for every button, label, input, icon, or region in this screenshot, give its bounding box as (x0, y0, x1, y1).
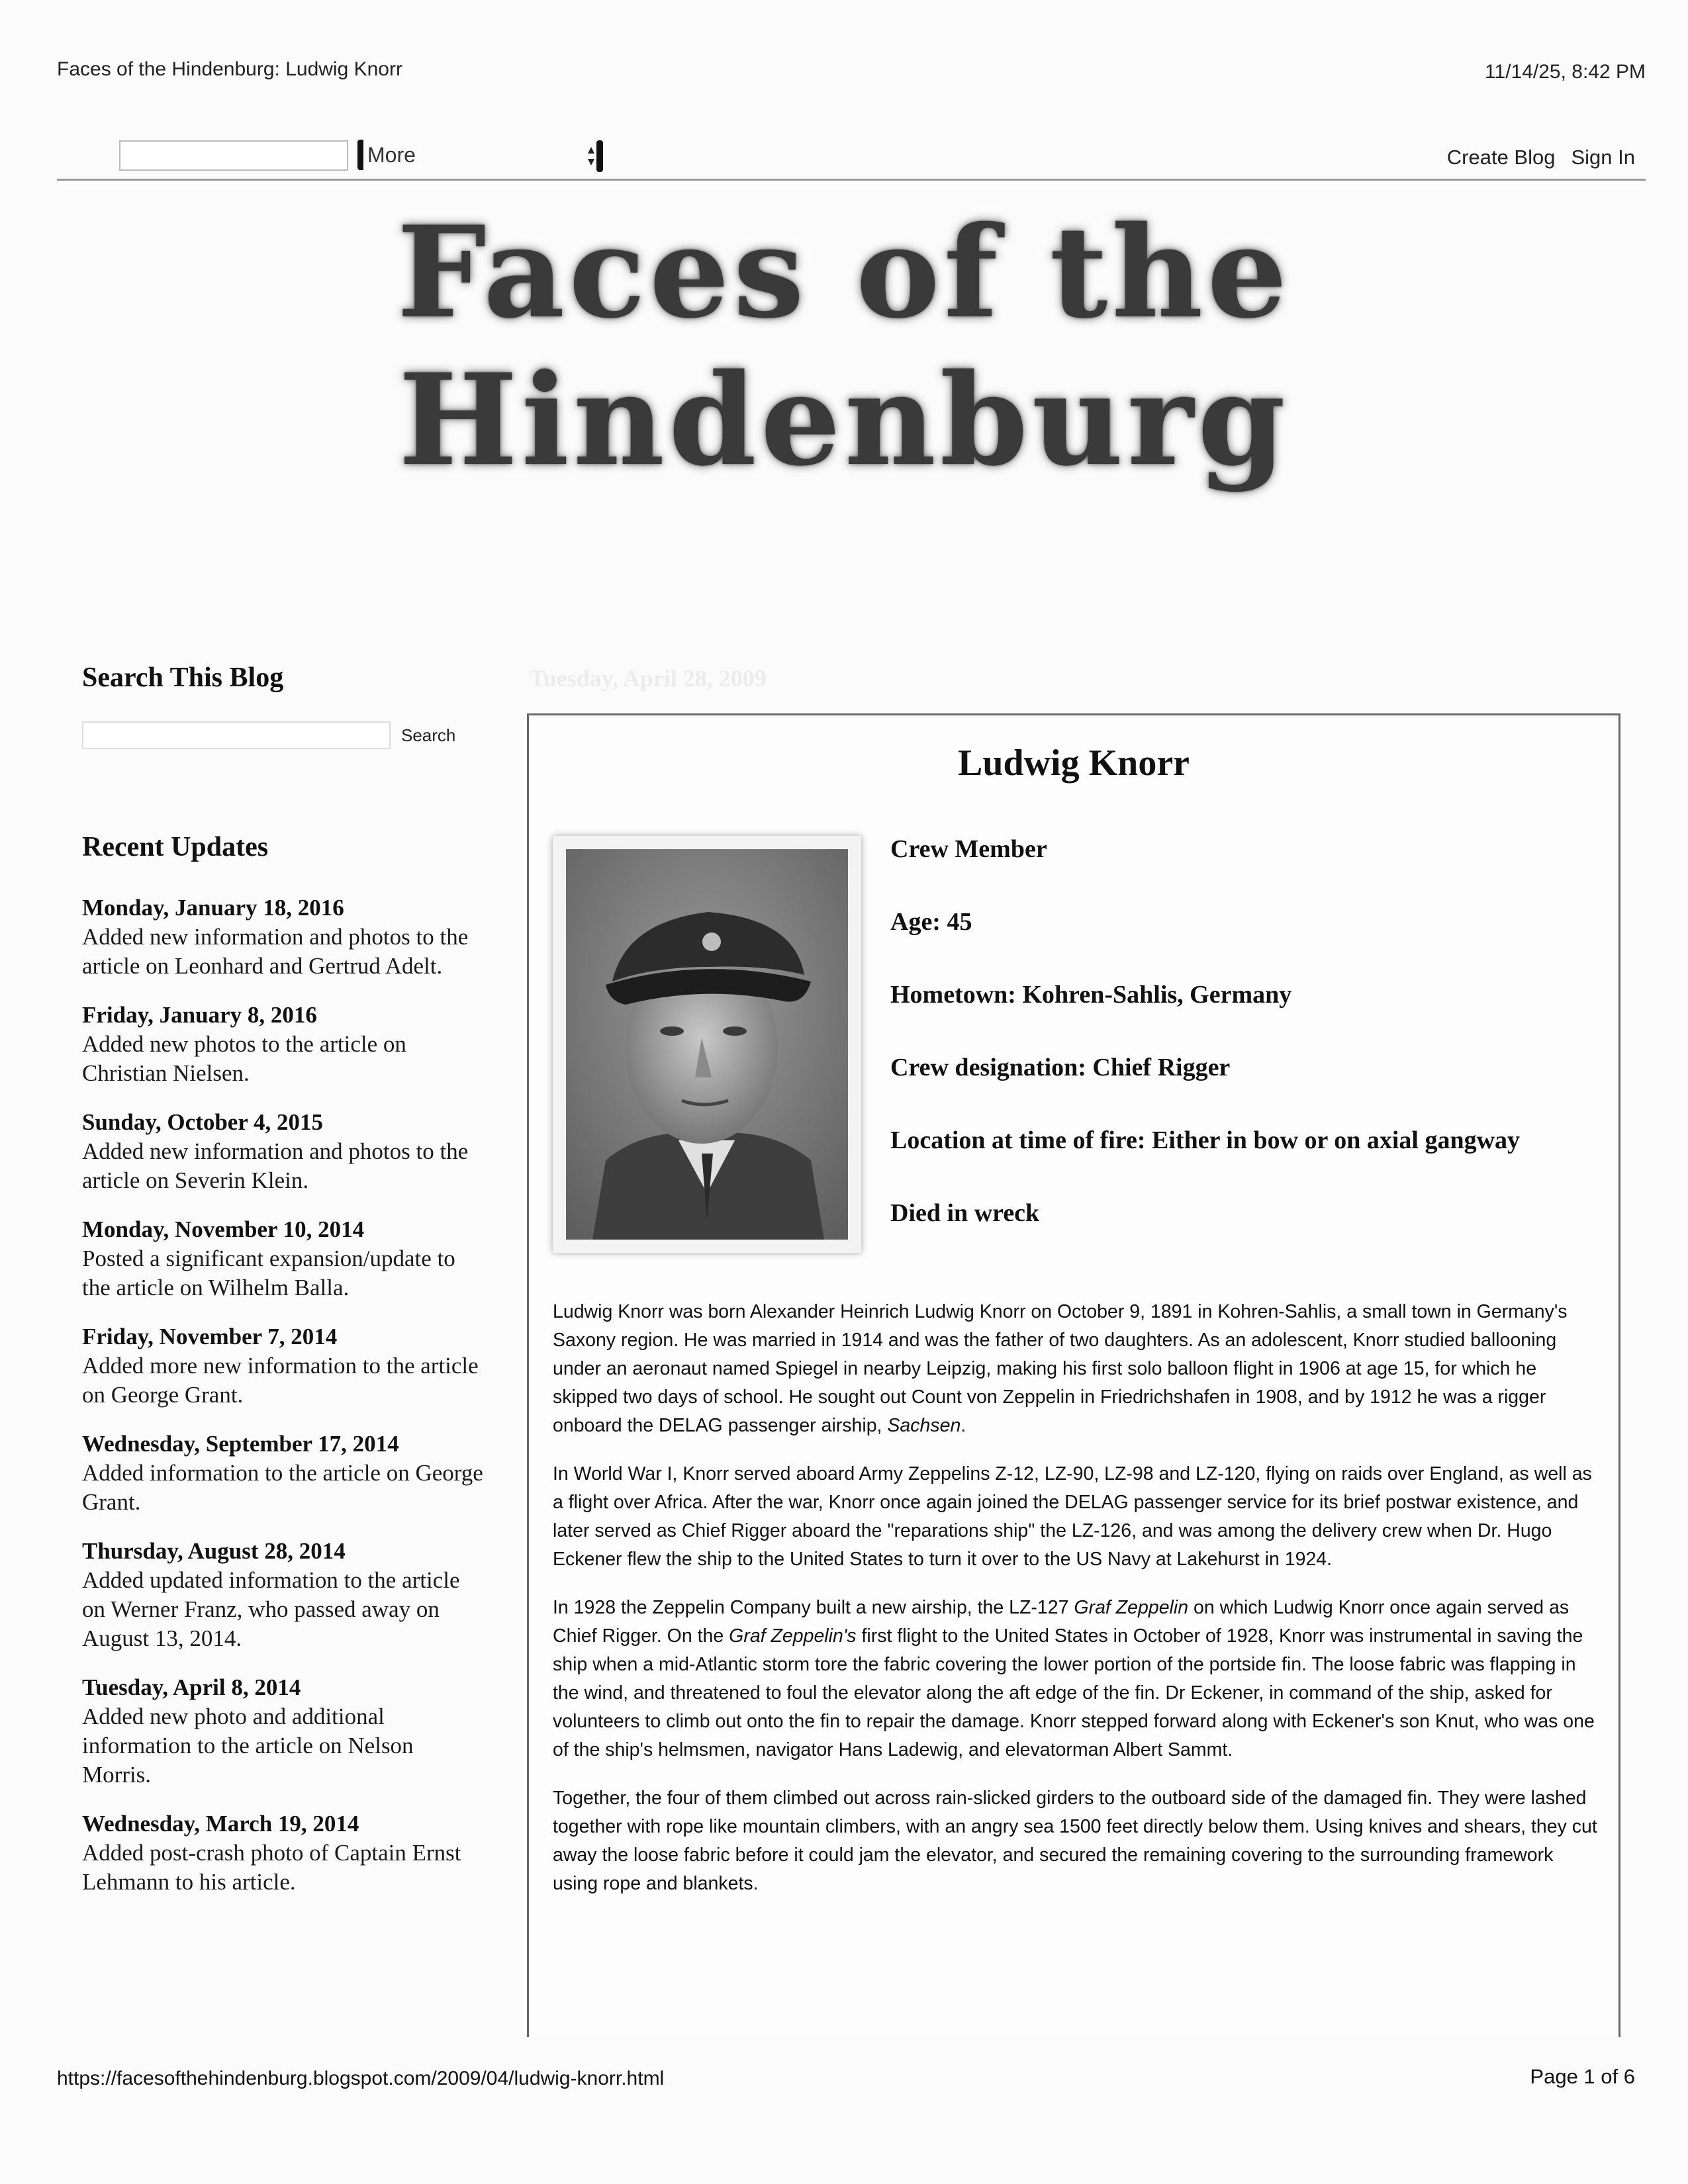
update-item (82, 1809, 486, 1897)
update-item (82, 893, 486, 981)
paragraph-4: Together, the four of them climbed out across rain-slicked girders to the outboard side of the damaged fin. They were lashed together with rope like mountain climbers, with an angry sea 1500 feet directly below them. Using knives and shears, they cut away the loose fabric before it could jam the elevator, and secured the remaining covering to the surrounding framework using rope and blankets. (553, 1788, 1597, 1894)
blog-banner-title[interactable]: Faces of the Hindenburg (397, 199, 1291, 494)
fact-hometown: Hometown: Kohren-Sahlis, Germany (890, 981, 1292, 1009)
post-body (553, 1298, 1599, 1918)
update-text[interactable]: Added updated information to the article on Werner Franz, who passed away on August 13, 2014. (82, 1567, 460, 1651)
ship-name: Sachsen (887, 1415, 961, 1436)
update-date: Thursday, August 28, 2014 (82, 1538, 346, 1564)
paragraph-text: Ludwig Knorr was born Alexander Heinrich Ludwig Knorr on October 9, 1891 in Kohren-Sahlis, a small town in Germany's Saxony region. He was married in 1914 and was the father of two daughters. As an adolescent, Knorr studied ballooning under an aeronaut named Spiegel in nearby Leipzig, making his first solo balloon flight in 1906 at age 15, for which he skipped two days of school. He sought out Count von Zeppelin in Friedrichshafen in 1908, and by 1912 he was a rigger onboard the DELAG passenger airship, (553, 1301, 1568, 1436)
post-title[interactable]: Ludwig Knorr (957, 743, 1190, 784)
paragraph-1 (553, 1298, 1599, 1440)
update-text[interactable]: Added new information and photos to the article on Severin Klein. (82, 1138, 469, 1193)
navbar-divider (57, 179, 1646, 181)
update-text[interactable]: Added post-crash photo of Captain Ernst Lehmann to his article. (82, 1840, 461, 1895)
recent-updates-list (82, 893, 486, 1917)
paragraph-text: . (961, 1415, 966, 1436)
paragraph-text: on which Ludwig Knorr once again served as Chief Rigger. On the (553, 1597, 1570, 1647)
blog-search-input[interactable] (82, 721, 391, 749)
fact-fate: Died in wreck (890, 1199, 1040, 1227)
sign-in-link[interactable]: Sign In (1571, 146, 1635, 169)
fact-age: Age: 45 (890, 908, 972, 936)
navbar-more-label: More (367, 142, 416, 167)
post-date-header: Tuesday, April 28, 2009 (530, 665, 767, 692)
update-item (82, 1108, 486, 1195)
update-item (82, 1673, 486, 1790)
update-text[interactable]: Added new photos to the article on Christian Nielsen. (82, 1031, 406, 1086)
up-down-arrows-icon[interactable] (586, 140, 604, 172)
update-item (82, 1322, 486, 1410)
fact-role: Crew Member (890, 835, 1047, 863)
update-date: Sunday, October 4, 2015 (82, 1109, 323, 1135)
navbar-account-links (1447, 146, 1635, 169)
update-text[interactable]: Added new information and photos to the article on Leonhard and Gertrud Adelt. (82, 924, 469, 979)
print-page-title: Faces of the Hindenburg: Ludwig Knorr (57, 58, 402, 80)
search-blog-heading: Search This Blog (82, 662, 284, 693)
navbar-more-menu[interactable] (357, 139, 416, 171)
update-date: Friday, January 8, 2016 (82, 1002, 317, 1028)
update-item (82, 1430, 486, 1517)
update-text[interactable]: Posted a significant expansion/update to the article on Wilhelm Balla. (82, 1246, 455, 1300)
update-text[interactable]: Added new photo and additional information to the article on Nelson Morris. (82, 1704, 414, 1788)
recent-updates-heading: Recent Updates (82, 832, 269, 862)
crew-facts (890, 835, 1605, 1271)
update-date: Tuesday, April 8, 2014 (82, 1674, 301, 1700)
paragraph-text: first flight to the United States in October of 1928, Knorr was instrumental in saving the ship when a mid-Atlantic storm tore the fabric covering the lower portion of the portside fin. The loose fabric was flapping in the wind, and threatened to foul the elevator along the aft edge of the fin. Dr Eckener, in command of the ship, asked for volunteers to climb out onto the fin to repair the damage. Knorr stepped forward along with Eckener's son Knut, who was one of the ship's helmsmen, navigator Hans Ladewig, and elevatorman Albert Sammt. (553, 1625, 1595, 1760)
print-page-number: Page 1 of 6 (1530, 2065, 1635, 2088)
print-datetime: 11/14/25, 8:42 PM (1485, 61, 1646, 83)
ship-name: Graf Zeppelin (1074, 1597, 1189, 1618)
update-text[interactable]: Added information to the article on George Grant. (82, 1460, 483, 1515)
portrait-image (566, 849, 848, 1240)
update-text[interactable]: Added more new information to the article on George Grant. (82, 1353, 479, 1408)
paragraph-text: In 1928 the Zeppelin Company built a new airship, the LZ-127 (553, 1597, 1074, 1618)
fact-location: Location at time of fire: Either in bow or on axial gangway (890, 1126, 1521, 1154)
paragraph-3 (553, 1594, 1599, 1764)
navbar-search-input[interactable] (119, 140, 348, 171)
update-date: Monday, November 10, 2014 (82, 1216, 365, 1242)
update-date: Wednesday, September 17, 2014 (82, 1431, 399, 1457)
portrait-photo[interactable] (553, 836, 861, 1253)
paragraph-2: In World War I, Knorr served aboard Army Zeppelins Z-12, LZ-90, LZ-98 and LZ-120, flying on raids over England, as well as a flight over Africa. After the war, Knorr once again joined the DELAG passenger service for its brief postwar existence, and later served as Chief Rigger aboard the "reparations ship" the LZ-126, and was among the delivery crew when Dr. Hugo Eckener flew the ship to the United States to turn it over to the US Navy at Lakehurst in 1924. (553, 1463, 1592, 1570)
fact-crew-designation: Crew designation: Chief Rigger (890, 1054, 1231, 1081)
post-container (527, 713, 1620, 2037)
update-date: Monday, January 18, 2016 (82, 895, 344, 921)
more-bar-icon (357, 140, 363, 170)
update-item (82, 1001, 486, 1088)
update-date: Friday, November 7, 2014 (82, 1324, 338, 1349)
ship-name: Graf Zeppelin's (729, 1625, 857, 1647)
print-url: https://facesofthehindenburg.blogspot.com/2009/04/ludwig-knorr.html (57, 2068, 665, 2089)
create-blog-link[interactable]: Create Blog (1446, 146, 1556, 169)
blog-search-button[interactable]: Search (401, 725, 456, 745)
update-date: Wednesday, March 19, 2014 (82, 1811, 359, 1837)
update-item (82, 1215, 486, 1302)
update-item (82, 1537, 486, 1653)
